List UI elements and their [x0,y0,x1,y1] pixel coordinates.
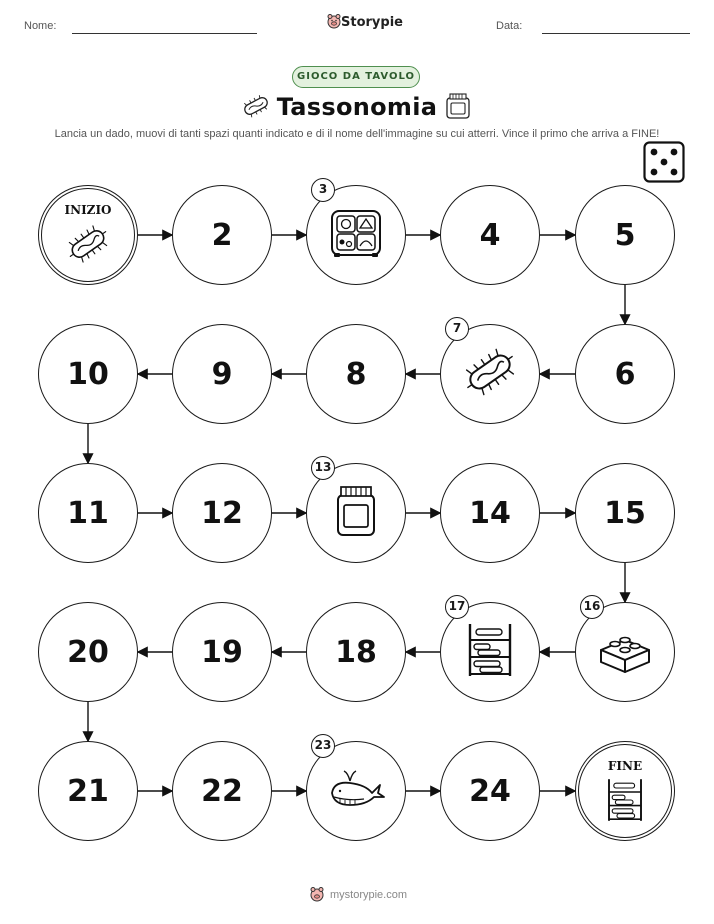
space-number: 17 [445,595,469,619]
space-number: 10 [67,356,109,392]
board-space-13 [306,460,406,563]
name-label: Nome: [24,20,57,32]
space-number: 15 [604,495,646,531]
space-number: 4 [479,217,501,253]
board-space-8 [306,324,406,424]
board-space-19 [172,602,272,702]
board-space-9 [172,324,272,424]
name-line[interactable] [72,33,257,34]
space-number: 23 [311,734,335,758]
space-number: 20 [67,634,109,670]
board-space-18 [306,602,406,702]
space-number: 19 [201,634,243,670]
bacterium-icon [460,342,520,406]
board-space-2 [172,185,272,285]
date-label: Data: [496,20,523,32]
whale-icon [326,759,386,823]
space-number: 7 [445,317,469,341]
board-space-7 [440,321,540,424]
dice [643,141,685,187]
board-space-11 [38,463,138,563]
board-space-inizio [38,185,138,285]
space-number: 2 [211,217,233,253]
board-space-5 [575,185,675,285]
space-number: 16 [580,595,604,619]
memory-card-icon [444,92,472,120]
space-number: 22 [201,773,243,809]
title-right-decoration [444,92,472,124]
space-number: 12 [201,495,243,531]
space-number: 8 [345,356,367,392]
board-space-15 [575,463,675,563]
dice-icon [643,141,685,183]
board-space-17 [440,599,540,702]
bento-box-icon [326,203,386,267]
board-space-23 [306,738,406,841]
date-line[interactable] [542,33,690,34]
board-space-22 [172,741,272,841]
space-number: 18 [335,634,377,670]
space-number: 5 [614,217,636,253]
space-number: 13 [311,456,335,480]
space-number: 24 [469,773,511,809]
space-number: 14 [469,495,511,531]
footer-site[interactable]: mystorypie.com [330,889,408,901]
finish-label: FINE [607,759,643,773]
game-type-tag: GIOCO DA TAVOLO [292,66,420,88]
board-space-10 [38,324,138,424]
bookshelf-icon [460,620,520,684]
board-space-16 [575,599,675,702]
space-number: 11 [67,495,109,531]
space-number: 3 [311,178,335,202]
space-number: 21 [67,773,109,809]
brand-name: Storypie [341,15,403,30]
board-space-4 [440,185,540,285]
space-number: 6 [614,356,636,392]
board-space-6 [575,324,675,424]
pig-mascot-icon [309,886,325,902]
instructions: Lancia un dado, muovi di tanti spazi quanti indicato e di il nome dell'immagine su cui atterri. Vince il primo che arriva a FINE! [54,128,660,140]
start-label: INIZIO [64,203,112,217]
pig-mascot-icon [326,13,342,29]
memory-card-icon [326,481,386,545]
board-space-21 [38,741,138,841]
board-space-14 [440,463,540,563]
board-space-12 [172,463,272,563]
brand-logo [326,13,342,33]
board-space-24 [440,741,540,841]
page-title: Tassonomia [276,93,438,121]
board-space-fine [575,741,675,841]
board-space-20 [38,602,138,702]
toy-brick-icon [595,620,655,684]
footer-logo [309,886,325,906]
board-space-3 [306,182,406,285]
space-number: 9 [211,356,233,392]
